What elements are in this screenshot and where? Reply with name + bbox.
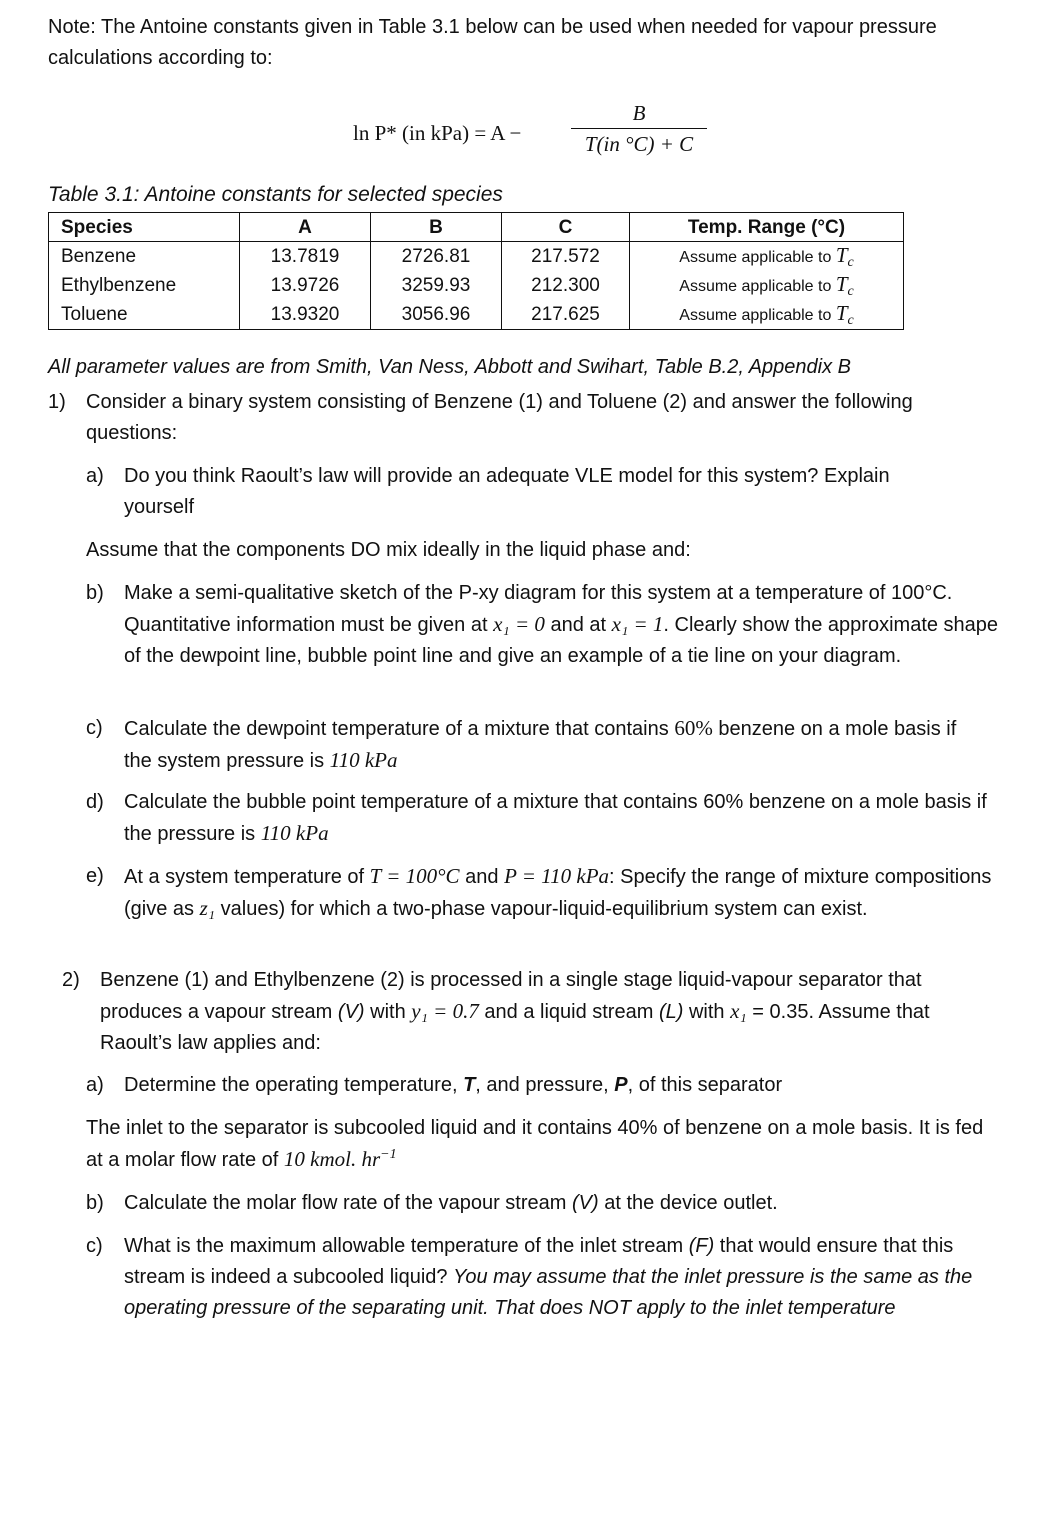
question-1-label: 1) bbox=[48, 391, 66, 413]
table-row bbox=[49, 271, 904, 300]
temp-range-text: Assume applicable to bbox=[679, 249, 832, 266]
question-2c-label: c) bbox=[86, 1235, 103, 1257]
q1b-text-2: and at bbox=[550, 614, 607, 636]
question-1-intro: Consider a binary system consisting of Benzene (1) and Toluene (2) and answer the following questions: bbox=[86, 391, 913, 444]
question-2b-text bbox=[124, 1188, 1004, 1219]
q1c-text-2: benzene on a mole basis if the system pressure is bbox=[124, 718, 957, 772]
question-1a-text: Do you think Raoult’s law will provide an adequate VLE model for this system? Explain yourself bbox=[124, 465, 890, 518]
cell-a: 13.9726 bbox=[240, 271, 371, 300]
q1c-math-60: 60% bbox=[674, 716, 713, 740]
question-2-intro bbox=[100, 965, 980, 1059]
tc-subscript: c bbox=[847, 313, 854, 328]
q1c-math-110kpa: 110 kPa bbox=[329, 748, 398, 772]
cell-b: 3259.93 bbox=[371, 271, 502, 300]
tc-letter: T bbox=[835, 243, 848, 267]
header-b: B bbox=[371, 213, 502, 242]
q2-math-x1: x₁ bbox=[730, 999, 747, 1023]
q2c-text-3: You may assume that the inlet pressure is the same as the operating pressure of the separating unit. That does NOT apply to the inlet temperature bbox=[124, 1266, 973, 1319]
question-1d-label: d) bbox=[86, 791, 104, 813]
q2a-text-3: , of this separator bbox=[627, 1074, 783, 1096]
tc-symbol bbox=[835, 272, 854, 299]
q1e-math-t: T = 100°C bbox=[369, 864, 460, 888]
q2b-text-2: at the device outlet. bbox=[604, 1192, 778, 1214]
cell-c: 212.300 bbox=[502, 271, 630, 300]
question-1b-label: b) bbox=[86, 582, 104, 604]
question-2-label: 2) bbox=[62, 969, 80, 991]
tc-symbol bbox=[835, 301, 854, 328]
q1b-text-3: . Clearly show the approximate shape of the dewpoint line, bubble point line and give an example of a tie line on your diagram. bbox=[124, 614, 999, 667]
inlet-math-flow bbox=[284, 1147, 397, 1171]
q2b-v: (V) bbox=[572, 1192, 599, 1214]
q1e-math-z1: z₁ bbox=[199, 896, 216, 920]
q2-text-4: with bbox=[688, 1001, 725, 1023]
q2a-text-2: , and pressure, bbox=[475, 1074, 609, 1096]
equation-numerator: B bbox=[632, 101, 646, 125]
header-a: A bbox=[240, 213, 371, 242]
q2c-text-2: that would ensure that this stream is indeed a subcooled liquid? bbox=[124, 1235, 954, 1288]
header-c: C bbox=[502, 213, 630, 242]
q1b-math-x1-0: x₁ = 0 bbox=[493, 612, 545, 636]
q2-text-2: with bbox=[370, 1001, 406, 1023]
table-row bbox=[49, 300, 904, 330]
inlet-text-1: The inlet to the separator is subcooled liquid and it contains 40% of benzene on a mole basis. It is fed at a molar flow rate of bbox=[86, 1117, 984, 1171]
q1e-math-p: P = 110 kPa bbox=[504, 864, 610, 888]
cell-c: 217.572 bbox=[502, 242, 630, 272]
question-1d-text bbox=[124, 787, 1004, 850]
equation-lhs: ln P* (in kPa) = A − bbox=[353, 121, 522, 145]
cell-b: 3056.96 bbox=[371, 300, 502, 330]
q1e-text-4: values) for which a two-phase vapour-liquid-equilibrium system can exist. bbox=[220, 898, 868, 920]
question-2a-text bbox=[124, 1070, 1004, 1101]
question-1b-text bbox=[124, 578, 1004, 672]
q2a-text-1: Determine the operating temperature, bbox=[124, 1074, 458, 1096]
q1d-math-110kpa: 110 kPa bbox=[260, 821, 329, 845]
cell-temp-range bbox=[630, 242, 904, 272]
q2-math-y1: y₁ = 0.7 bbox=[411, 999, 479, 1023]
q1d-text-1: Calculate the bubble point temperature of a mixture that contains 60% benzene on a mole basis if the pressure is bbox=[124, 791, 987, 845]
inlet-flow-value: 10 kmol. hr bbox=[283, 1147, 381, 1171]
cell-species: Benzene bbox=[49, 242, 240, 272]
source-note: All parameter values are from Smith, Van Ness, Abbott and Swihart, Table B.2, Appendix B bbox=[48, 356, 851, 378]
q1c-text-1: Calculate the dewpoint temperature of a mixture that contains bbox=[124, 718, 669, 740]
equation-denominator: T(in °C) + C bbox=[584, 132, 694, 156]
q2b-text-1: Calculate the molar flow rate of the vapour stream bbox=[124, 1192, 567, 1214]
note-paragraph: Note: The Antoine constants given in Table 3.1 below can be used when needed for vapour pressure calculations according to: bbox=[48, 16, 937, 69]
question-1e-label: e) bbox=[86, 865, 104, 887]
header-temp-range: Temp. Range (°C) bbox=[630, 213, 904, 242]
cell-temp-range bbox=[630, 300, 904, 330]
question-1e-text bbox=[124, 861, 1004, 925]
header-species: Species bbox=[49, 213, 240, 242]
q1e-text-2: and bbox=[465, 866, 499, 888]
table-row bbox=[49, 242, 904, 272]
table-caption: Table 3.1: Antoine constants for selected species bbox=[48, 183, 503, 206]
inlet-flow-exponent: −1 bbox=[380, 1147, 397, 1162]
tc-subscript: c bbox=[847, 284, 854, 299]
question-1c-label: c) bbox=[86, 717, 103, 739]
q2a-t: T bbox=[463, 1074, 476, 1096]
q2-text-5: = 0.35. Assume that Raoult’s law applies and: bbox=[100, 1001, 930, 1054]
inlet-description bbox=[86, 1113, 996, 1176]
fraction-bar bbox=[571, 128, 707, 129]
tc-symbol bbox=[835, 243, 854, 270]
temp-range-text: Assume applicable to bbox=[679, 307, 832, 324]
q2-l: (L) bbox=[658, 1001, 684, 1023]
cell-species: Toluene bbox=[49, 300, 240, 330]
cell-a: 13.7819 bbox=[240, 242, 371, 272]
q2a-p: P bbox=[614, 1074, 628, 1096]
q2-v: (V) bbox=[337, 1001, 365, 1023]
question-1c-text bbox=[124, 713, 984, 777]
question-2a-label: a) bbox=[86, 1074, 104, 1096]
q2c-text-1: What is the maximum allowable temperature of the inlet stream bbox=[124, 1235, 684, 1257]
table-header-row bbox=[49, 213, 904, 242]
cell-c: 217.625 bbox=[502, 300, 630, 330]
antoine-equation bbox=[353, 100, 773, 162]
temp-range-text: Assume applicable to bbox=[679, 278, 832, 295]
cell-temp-range bbox=[630, 271, 904, 300]
antoine-table bbox=[48, 212, 904, 330]
q2-text-1: Benzene (1) and Ethylbenzene (2) is processed in a single stage liquid-vapour separator that produces a vapour stream bbox=[100, 969, 922, 1023]
cell-b: 2726.81 bbox=[371, 242, 502, 272]
q1b-text-1: Make a semi-qualitative sketch of the P-xy diagram for this system at a temperature of 100°C. Quantitative information must be given at bbox=[124, 582, 953, 636]
question-1a-label: a) bbox=[86, 465, 104, 487]
tc-subscript: c bbox=[847, 255, 854, 270]
q1e-text-1: At a system temperature of bbox=[124, 866, 365, 888]
q2c-f: (F) bbox=[688, 1235, 715, 1257]
question-2c-text bbox=[124, 1231, 1008, 1324]
equation-fraction bbox=[571, 100, 707, 157]
tc-letter: T bbox=[835, 272, 848, 296]
question-2b-label: b) bbox=[86, 1192, 104, 1214]
q1b-math-x1-1: x₁ = 1 bbox=[611, 612, 664, 636]
q2-text-3: and a liquid stream bbox=[484, 1001, 654, 1023]
cell-a: 13.9320 bbox=[240, 300, 371, 330]
q1e-text-3: : Specify the range of mixture compositions (give as bbox=[124, 866, 992, 920]
assume-ideal-text: Assume that the components DO mix ideally in the liquid phase and: bbox=[86, 539, 691, 561]
cell-species: Ethylbenzene bbox=[49, 271, 240, 300]
tc-letter: T bbox=[835, 301, 848, 325]
